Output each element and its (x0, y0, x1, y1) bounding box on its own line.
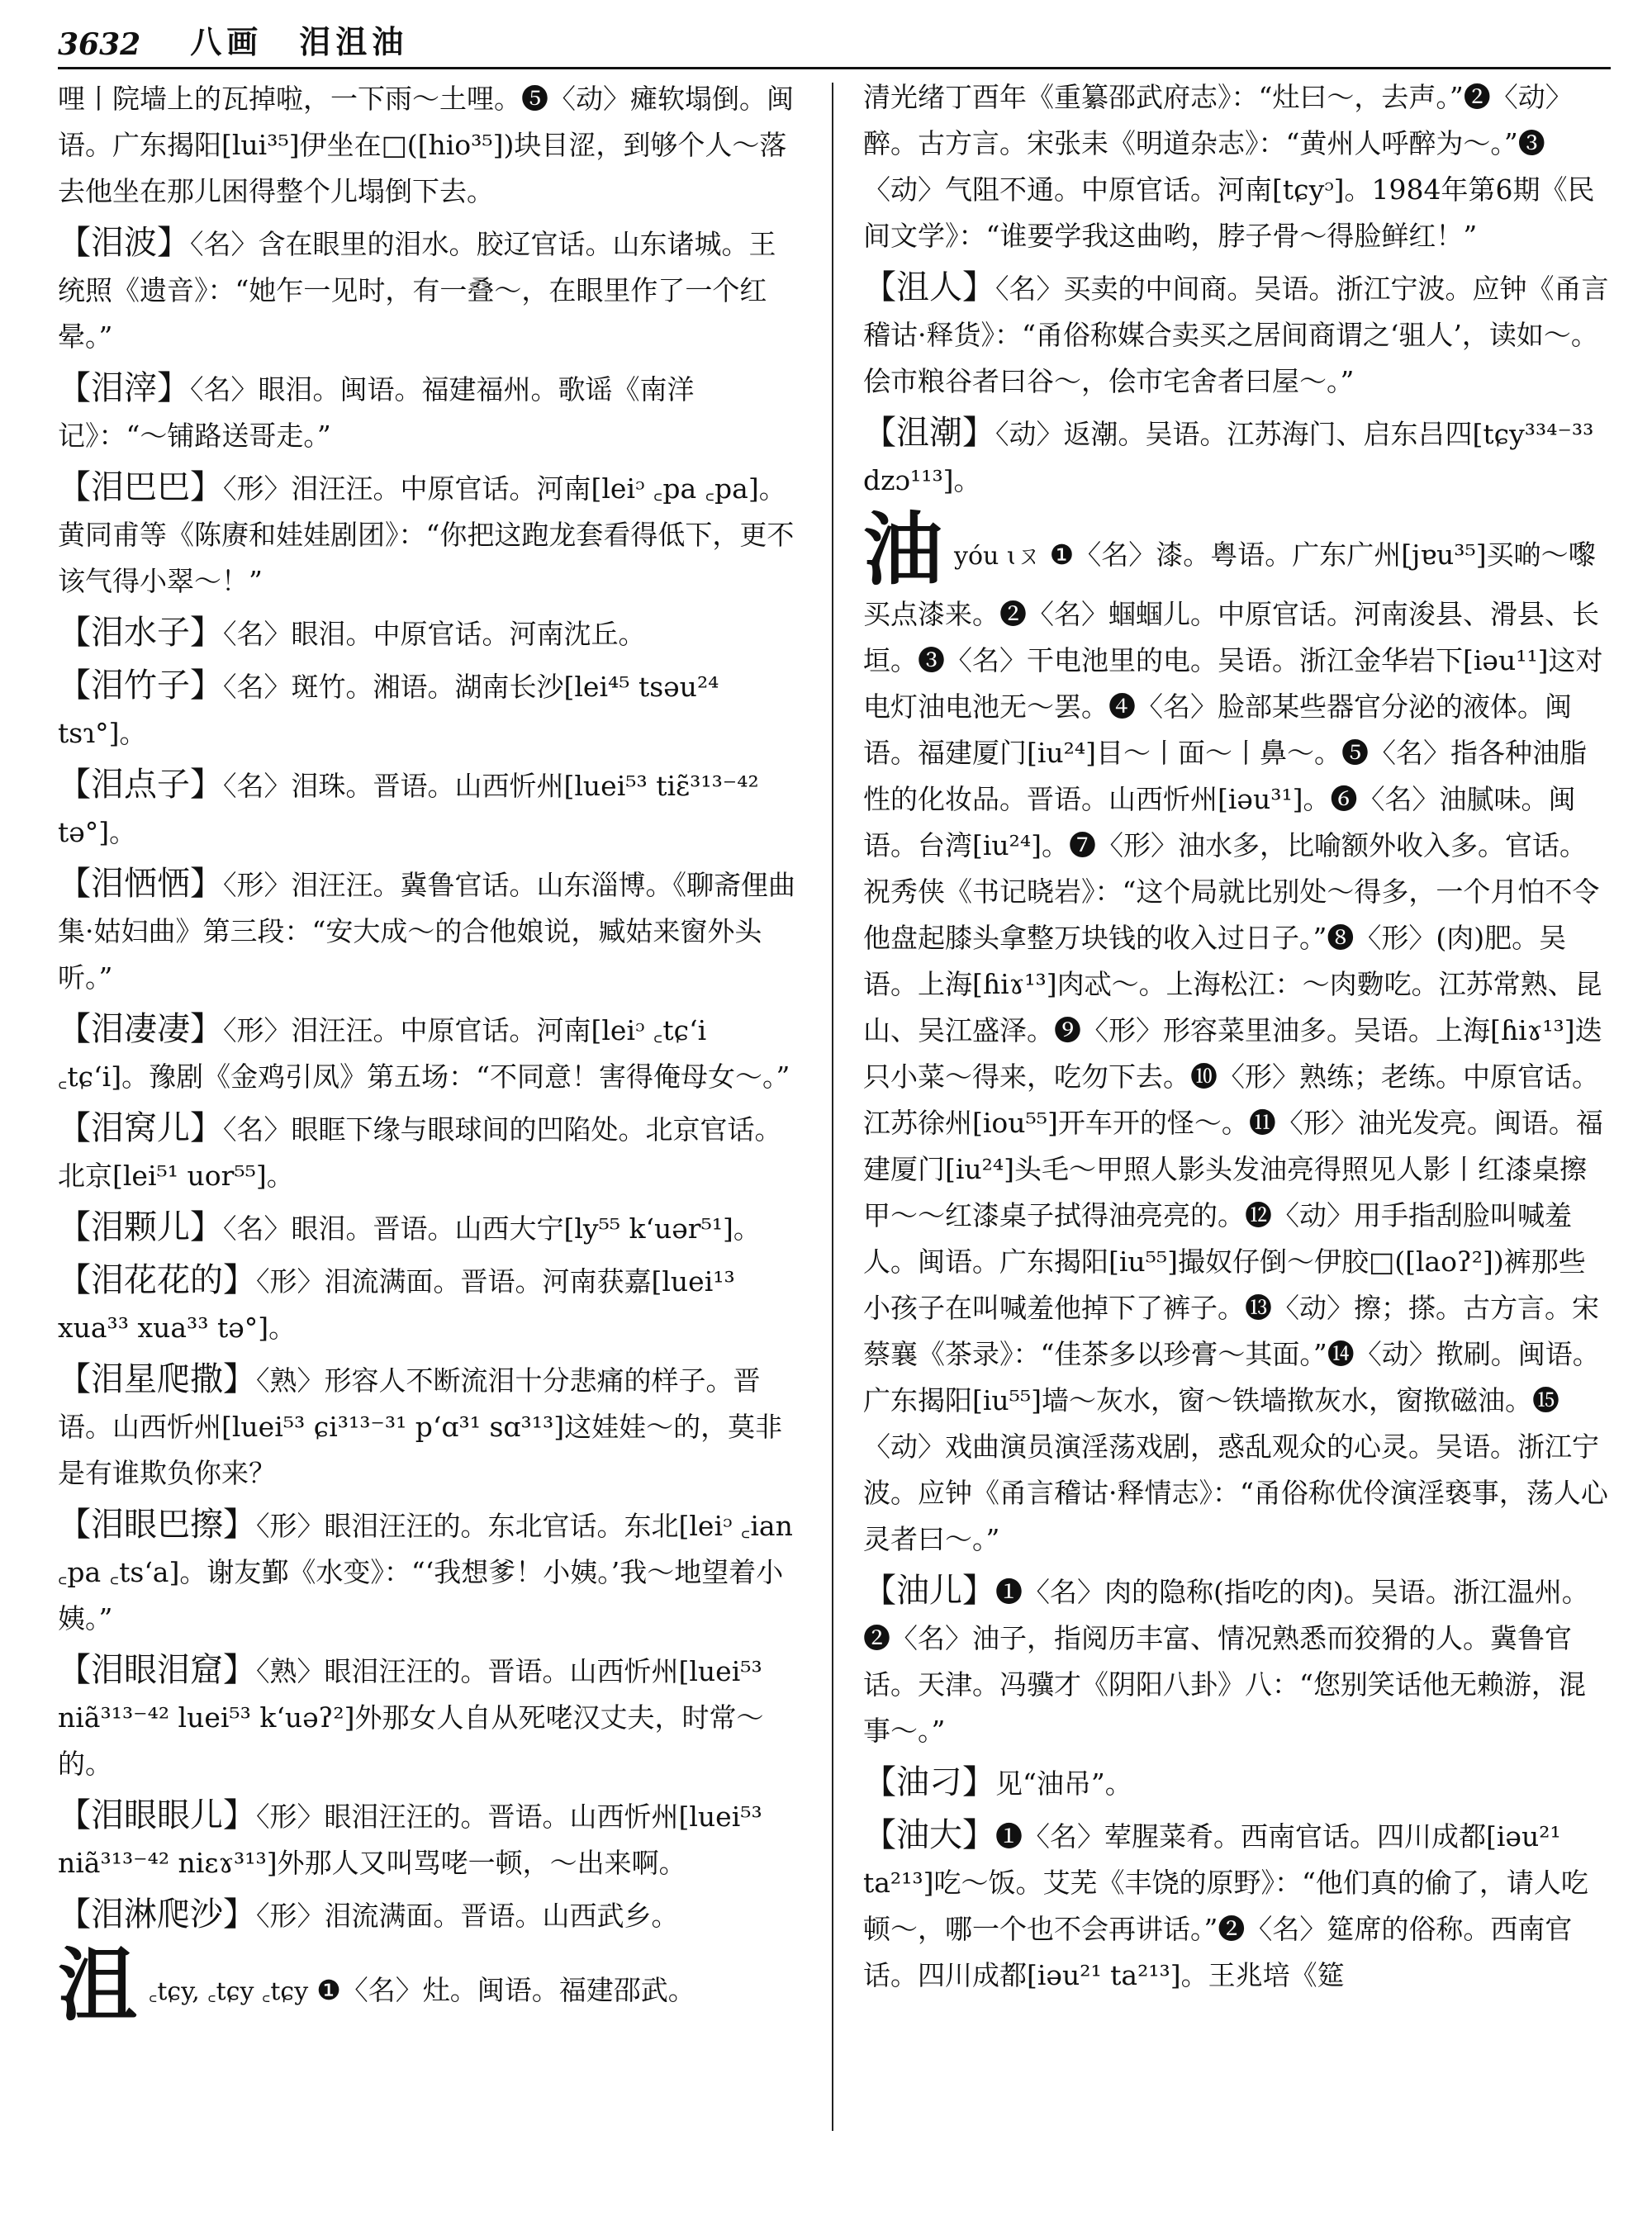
entry-body: 〈形〉泪流满面。晋语。山西武乡。 (256, 1900, 679, 1932)
entry-headword: 【泪水子】 (58, 614, 223, 652)
entry-body: 〈熟〉形容人不断流泪十分悲痛的样子。晋语。山西忻州[luei⁵³ ɕi³¹³⁻³¹ pʻɑ³¹ sɑ³¹³]这娃娃～的，莫非是有谁欺负你来？ (58, 1364, 783, 1489)
entry-headword: 【泪窝儿】 (58, 1109, 223, 1147)
entry-body: ❶〈名〉荤腥菜肴。西南官话。四川成都[iəu²¹ ta²¹³]吃～饭。艾芜《丰饶的原野》：“他们真的偷了，请人吃顿～，哪一个也不会再讲话。”❷〈名〉筵席的俗称。西南官话。四川成都[iəu²¹ ta²¹³]。王兆培《筵 (863, 1820, 1588, 1991)
entry (863, 1568, 1611, 1754)
entry-headword: 【泪星爬撒】 (58, 1360, 256, 1398)
entry (58, 1257, 801, 1351)
page-header (58, 20, 1611, 69)
left-column (58, 74, 801, 2222)
entry (58, 662, 801, 757)
entry-headword: 【泪颗儿】 (58, 1208, 223, 1246)
right-column (863, 74, 1611, 2222)
entry-body: 〈形〉泪汪汪。冀鲁官话。山东淄博。《聊斋俚曲集·姑妇曲》第三段：“安大成～的合他娘说，臧姑来窗外头听。” (58, 869, 795, 994)
entry-headword: 【泪巴巴】 (58, 468, 223, 506)
entry-headword: 【泪眼泪窟】 (58, 1651, 256, 1689)
entry (863, 1759, 1611, 1807)
entry-headword: 【油刁】 (863, 1763, 995, 1801)
entry-headword: 【沮人】 (863, 268, 995, 306)
entry (58, 464, 801, 605)
entry (58, 365, 801, 459)
character-entry (58, 1939, 801, 2032)
entry-body: 〈名〉含在眼里的泪水。胶辽官话。山东诸城。王统照《遗音》：“她乍一见时，有一叠～，在眼里作了一个红晕。” (58, 228, 776, 353)
entry (58, 1105, 801, 1199)
entry-pronunciation: ꜀tɕy, ꜀tɕy ꜀tɕy (149, 1977, 309, 2006)
entry-character: 沮 (58, 1939, 137, 2032)
entry (58, 1792, 801, 1886)
entry-body: 〈名〉买卖的中间商。吴语。浙江宁波。应钟《甬言稽诂·释货》：“甬俗称媒合卖买之居间商谓之‘驵人’，读如～。侩市粮谷者曰谷～，侩市宅舍者曰屋～。” (863, 273, 1609, 397)
entry (58, 1204, 801, 1252)
entry-body: 〈形〉眼泪汪汪的。晋语。山西忻州[luei⁵³ niã³¹³⁻⁴² niɛɤ³¹³]外那人又叫骂咾一顿，～出来啊。 (58, 1801, 762, 1879)
entry-body: 〈熟〉眼泪汪汪的。晋语。山西忻州[luei⁵³ niã³¹³⁻⁴² luei⁵³ kʻuəʔ²]外那女人自从死咾汉丈夫，时常～的。 (58, 1655, 764, 1780)
entry-headword: 【油大】 (863, 1816, 995, 1854)
entry (58, 762, 801, 856)
entry-body: 〈形〉泪汪汪。中原官话。河南[leiᵓ ꜀pa ꜀pa]。黄同甫等《陈赓和娃娃剧团》：“你把这跑龙套看得低下，更不该气得小翠～！” (58, 472, 795, 597)
entry-headword: 【油儿】 (863, 1572, 995, 1610)
entry-headword: 【沮潮】 (863, 414, 995, 452)
entry (58, 1647, 801, 1787)
entry-body: 〈形〉泪汪汪。中原官话。河南[leiᵓ ꜀tɕʻi ꜀tɕʻi]。豫剧《金鸡引凤》第五场：“不同意！害得俺母女～。” (58, 1014, 790, 1093)
entry-continuation: 清光绪丁酉年《重纂邵武府志》：“灶曰～，去声。”❷〈动〉醉。古方言。宋张耒《明道杂志》：“黄州人呼醉为～。”❸〈动〉气阻不通。中原官话。河南[tɕyᵓ]。1984年第6期《民间文学》：“谁要学我这曲哟，脖子骨～得脸鲜红！” (863, 81, 1595, 252)
entry-headword: 【泪恓恓】 (58, 865, 223, 903)
entry-body: 〈名〉斑竹。湘语。湖南长沙[lei⁴⁵ tsəu²⁴ tsɿ°]。 (58, 671, 719, 749)
entry-body: 〈名〉眼泪。晋语。山西大宁[ly⁵⁵ kʻuər⁵¹]。 (223, 1212, 761, 1245)
entry-body: 〈名〉泪珠。晋语。山西忻州[luei⁵³ tiɛ̃³¹³⁻⁴² tə°]。 (58, 770, 759, 848)
entry-body: 见“油吊”。 (995, 1767, 1132, 1800)
entry-headword: 【泪点子】 (58, 766, 223, 804)
page-title: 八画 泪沮油 (190, 23, 409, 60)
entry-headword: 【泪眼巴擦】 (58, 1506, 256, 1544)
entry-pronunciation: yóu ɩㄡ (954, 542, 1042, 571)
entry (58, 610, 801, 657)
entry-headword: 【泪凄凄】 (58, 1010, 223, 1048)
entry-body: ❶〈名〉肉的隐称(指吃的肉)。吴语。浙江温州。❷〈名〉油子，指阅历丰富、情况熟悉而狡猾的人。冀鲁官话。天津。冯骥才《阴阳八卦》八：“您别笑话他无赖游，混事～。” (863, 1576, 1589, 1747)
entry (863, 410, 1611, 504)
entry-body: 哩丨院墙上的瓦掉啦，一下雨～土哩。❺〈动〉瘫软塌倒。闽语。广东揭阳[lui³⁵]伊坐在□([hio³⁵])块目涩，到够个人～落去他坐在那儿困得整个儿塌倒下去。 (58, 83, 794, 207)
entry-body: 〈名〉眼泪。闽语。福建福州。歌谣《南洋记》：“～铺路送哥走。” (58, 373, 695, 452)
entry (58, 1891, 801, 1939)
entry-headword: 【泪波】 (58, 224, 190, 262)
entry-body: 〈名〉眼泪。中原官话。河南沈丘。 (223, 618, 646, 650)
entry (863, 264, 1611, 405)
entry (863, 1812, 1611, 1999)
entry (58, 74, 801, 215)
entry-headword: 【泪滓】 (58, 369, 190, 407)
entry-body: 〈形〉泪流满面。晋语。河南获嘉[luei¹³ xua³³ xua³³ tə°]。 (58, 1265, 735, 1344)
entry (58, 861, 801, 1001)
entry-headword: 【泪竹子】 (58, 667, 223, 705)
entry (58, 1356, 801, 1497)
entry-body: ❶〈名〉漆。粤语。广东广州[jɐu³⁵]买啲～嚟买点漆来。❷〈名〉蝈蝈儿。中原官话。河南浚县、滑县、长垣。❸〈名〉干电池里的电。吴语。浙江金华岩下[iəu¹¹]这对电灯油电池无～罢。❹〈名〉脸部某些器官分泌的液体。闽语。福建厦门[iu²⁴]目～丨面～丨鼻～。❺〈名〉指各种油脂性的化妆品。晋语。山西忻州[iəu³¹]。❻〈名〉油腻味。闽语。台湾[iu²⁴]。❼〈形〉油水多，比喻额外收入多。官话。祝秀侠《书记晓岩》：“这个局就比别处～得多，一个月怕不令他盘起膝头拿整万块钱的收入过日子。”❽〈形〉(肉)肥。吴语。上海[ɦiɤ¹³]肉忒～。上海松江：～肉覅吃。江苏常熟、昆山、吴江盛泽。❾〈形〉形容菜里油多。吴语。上海[ɦiɤ¹³]迭只小菜～得来，吃勿下去。❿〈形〉熟练；老练。中原官话。江苏徐州[iou⁵⁵]开车开的怪～。⓫〈形〉油光发亮。闽语。福建厦门[iu²⁴]头毛～甲照人影头发油亮得照见人影丨红漆桌擦甲～～红漆桌子拭得油亮亮的。⓬〈动〉用手指刮脸叫喊羞人。闽语。广东揭阳[iu⁵⁵]撮奴仔倒～伊胶□([laoʔ²])裤那些小孩子在叫喊羞他掉下了裤子。⓭〈动〉擦；搽。古方言。宋蔡襄《茶录》：“佳茶多以珍膏～其面。”⓮〈动〉揿刷。闽语。广东揭阳[iu⁵⁵]墙～灰水，窗～铁墙揿灰水，窗揿磁油。⓯〈动〉戏曲演员演淫荡戏剧，惑乱观众的心灵。吴语。浙江宁波。应钟《甬言稽诂·释情志》：“甬俗称优伶演淫亵事，荡人心灵者曰～。” (863, 539, 1608, 1555)
entry (58, 1502, 801, 1642)
entry (58, 1006, 801, 1100)
page-number: 3632 (58, 27, 141, 62)
character-entry (863, 504, 1611, 1563)
entry-body: 〈动〉返潮。吴语。江苏海门、启东吕四[tɕy³³⁴⁻³³ dzɔ¹¹³]。 (863, 418, 1594, 496)
entry-body: ❶〈名〉灶。闽语。福建邵武。 (316, 1974, 695, 2006)
entry (58, 220, 801, 360)
entry-headword: 【泪花花的】 (58, 1261, 256, 1299)
entry-headword: 【泪淋爬沙】 (58, 1896, 256, 1933)
entry-body: 〈形〉眼泪汪汪的。东北官话。东北[leiᵓ ꜀ian ꜀pa ꜀tsʻa]。谢友鄞《水变》：“‘我想爹！小姨。’我～地望着小姨。” (58, 1510, 793, 1635)
entry-character: 油 (863, 504, 942, 596)
column-divider (832, 83, 833, 2131)
entry-body: 〈名〉眼眶下缘与眼球间的凹陷处。北京官话。北京[lei⁵¹ uor⁵⁵]。 (58, 1113, 782, 1192)
entry-headword: 【泪眼眼儿】 (58, 1796, 256, 1834)
